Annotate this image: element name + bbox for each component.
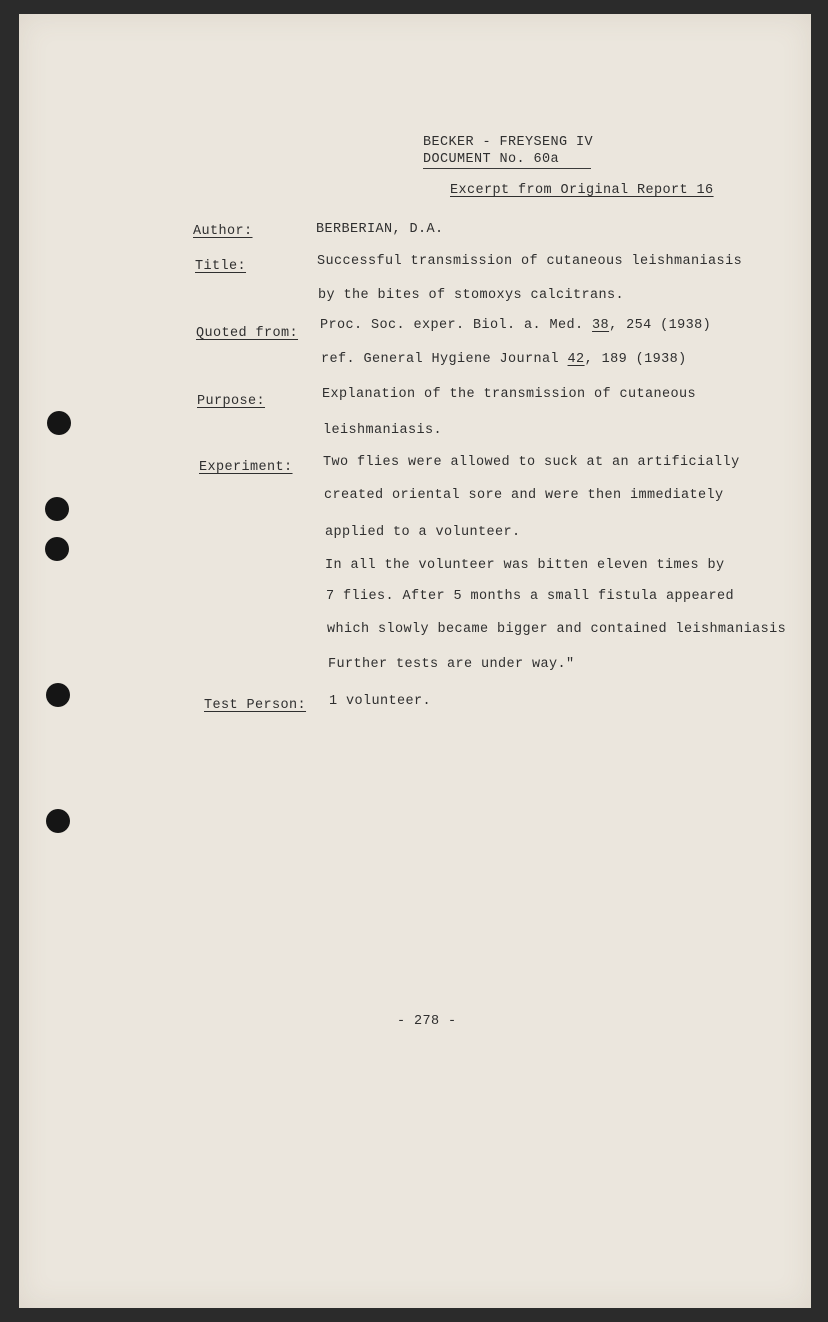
document-page [19,14,811,1308]
test-person-value: 1 volunteer. [329,694,432,709]
binder-hole [46,809,70,833]
quoted-from-line: ref. General Hygiene Journal 42, 189 (1938) [321,352,687,367]
header-underline [423,168,591,169]
binder-hole [46,683,70,707]
header-case-title: BECKER - FREYSENG IV [423,135,594,150]
test-person-label: Test Person: [204,698,307,713]
experiment-line: 7 flies. After 5 months a small fistula appeared [326,589,735,604]
quoted-from-line: Proc. Soc. exper. Biol. a. Med. 38, 254 (1938) [320,318,712,333]
title-label: Title: [195,259,247,274]
experiment-line: applied to a volunteer. [325,525,521,540]
title-line: Successful transmission of cutaneous leishmaniasis [317,254,743,269]
volume-number: 42 [567,352,585,367]
header-document-number: DOCUMENT No. 60a [423,152,560,167]
binder-hole [47,411,71,435]
page-number: - 278 - [397,1014,457,1029]
experiment-line: created oriental sore and were then immediately [324,488,724,503]
author-label: Author: [193,224,253,239]
title-line: by the bites of stomoxys calcitrans. [318,288,625,303]
binder-hole [45,497,69,521]
author-value: BERBERIAN, D.A. [316,222,444,237]
purpose-line: leishmaniasis. [323,423,443,438]
experiment-line: Two flies were allowed to suck at an artificially [323,455,740,470]
experiment-label: Experiment: [199,460,293,475]
purpose-line: Explanation of the transmission of cutaneous [322,387,697,402]
quoted-from-label: Quoted from: [196,326,299,341]
purpose-label: Purpose: [197,394,266,409]
excerpt-heading: Excerpt from Original Report 16 [450,183,714,198]
binder-hole [45,537,69,561]
volume-number: 38 [592,318,610,333]
experiment-line: In all the volunteer was bitten eleven times by [325,558,725,573]
experiment-line: Further tests are under way." [328,657,575,672]
experiment-line: which slowly became bigger and contained leishmaniasis [327,622,787,637]
